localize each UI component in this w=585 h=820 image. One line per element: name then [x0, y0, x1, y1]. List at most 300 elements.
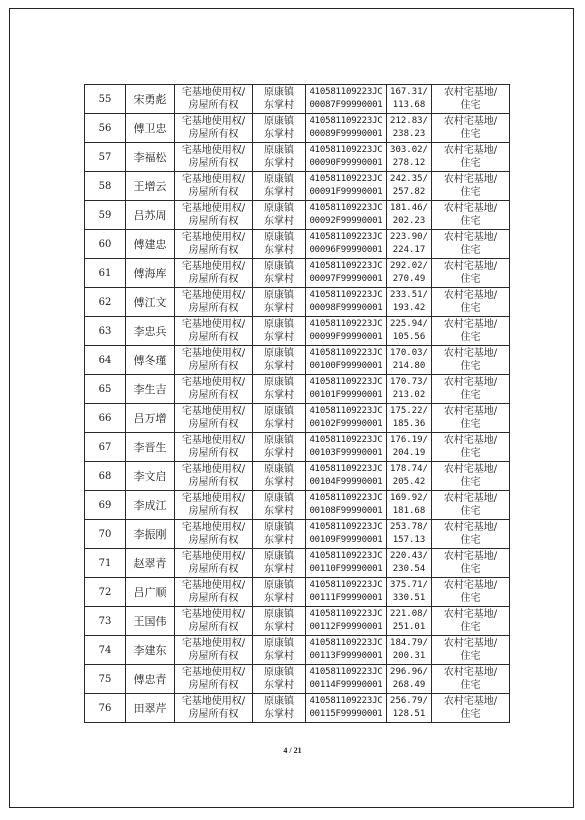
right-type-line: 宅基地使用权/ [181, 522, 246, 533]
location-cell [253, 143, 306, 172]
holder-name-cell: 赵翠青 [126, 549, 175, 578]
certificate-number-line: 00101F99990001 [309, 390, 383, 400]
area-line: 223.90/ [390, 232, 428, 242]
area-line: 375.71/ [390, 580, 428, 590]
right-type-line: 房屋所有权 [188, 100, 239, 111]
certificate-number-line: 00091F99990001 [309, 187, 383, 197]
area-cell [387, 288, 432, 317]
area-line: 256.79/ [390, 696, 428, 706]
right-type-line: 房屋所有权 [188, 187, 239, 198]
location-cell [253, 694, 306, 723]
area-line: 292.02/ [390, 261, 428, 271]
location-line: 东掌村 [264, 680, 294, 691]
row-number-cell: 70 [85, 520, 126, 549]
location-line: 东掌村 [264, 448, 294, 459]
area-cell [387, 665, 432, 694]
land-use-line: 住宅 [460, 390, 481, 401]
area-line: 170.73/ [390, 377, 428, 387]
row-number-cell: 72 [85, 578, 126, 607]
land-use-line: 农村宅基地/ [443, 232, 498, 243]
holder-name-cell: 吕苏周 [126, 201, 175, 230]
location-line: 东掌村 [264, 709, 294, 720]
location-cell [253, 201, 306, 230]
location-cell [253, 578, 306, 607]
right-type-cell [175, 665, 253, 694]
location-cell [253, 259, 306, 288]
holder-name-cell: 李生吉 [126, 375, 175, 404]
area-line: 257.82 [392, 187, 426, 197]
right-type-line: 房屋所有权 [188, 622, 239, 633]
land-use-line: 农村宅基地/ [443, 116, 498, 127]
area-line: 220.43/ [390, 551, 428, 561]
certificate-number-cell [306, 520, 387, 549]
right-type-cell [175, 85, 253, 114]
area-line: 105.56 [392, 332, 426, 342]
certificate-number-line: 410581109223JC [309, 493, 383, 503]
land-use-cell [432, 172, 510, 201]
location-line: 原康镇 [264, 609, 294, 620]
location-line: 东掌村 [264, 477, 294, 488]
right-type-cell [175, 375, 253, 404]
land-use-cell [432, 607, 510, 636]
land-use-line: 农村宅基地/ [443, 464, 498, 475]
certificate-number-line: 410581109223JC [309, 638, 383, 648]
row-number-cell: 71 [85, 549, 126, 578]
location-line: 东掌村 [264, 622, 294, 633]
certificate-number-line: 410581109223JC [309, 87, 383, 97]
right-type-cell [175, 578, 253, 607]
location-line: 东掌村 [264, 564, 294, 575]
location-line: 东掌村 [264, 129, 294, 140]
table-body [85, 85, 510, 723]
location-line: 东掌村 [264, 158, 294, 169]
page-number: 4 / 21 [283, 746, 302, 755]
location-cell [253, 317, 306, 346]
table-row [85, 143, 510, 172]
area-line: 204.19 [392, 448, 426, 458]
holder-name-cell: 傅建忠 [126, 230, 175, 259]
location-line: 原康镇 [264, 319, 294, 330]
area-line: 178.74/ [390, 464, 428, 474]
area-line: 278.12 [392, 158, 426, 168]
land-use-cell [432, 346, 510, 375]
location-line: 东掌村 [264, 274, 294, 285]
land-use-line: 住宅 [460, 680, 481, 691]
area-line: 242.35/ [390, 174, 428, 184]
holder-name-cell: 李福松 [126, 143, 175, 172]
certificate-number-line: 00103F99990001 [309, 448, 383, 458]
right-type-line: 房屋所有权 [188, 390, 239, 401]
certificate-number-cell [306, 491, 387, 520]
location-line: 原康镇 [264, 174, 294, 185]
table-row [85, 578, 510, 607]
location-line: 原康镇 [264, 145, 294, 156]
table-row [85, 85, 510, 114]
table-row [85, 346, 510, 375]
location-line: 原康镇 [264, 261, 294, 272]
certificate-number-cell [306, 462, 387, 491]
right-type-line: 房屋所有权 [188, 506, 239, 517]
certificate-number-cell [306, 201, 387, 230]
location-cell [253, 520, 306, 549]
location-cell [253, 607, 306, 636]
land-use-line: 农村宅基地/ [443, 580, 498, 591]
land-use-line: 农村宅基地/ [443, 551, 498, 562]
land-use-cell [432, 317, 510, 346]
table-row [85, 172, 510, 201]
right-type-cell [175, 404, 253, 433]
area-line: 200.31 [392, 651, 426, 661]
holder-name-cell: 傅卫忠 [126, 114, 175, 143]
holder-name-cell: 吕万增 [126, 404, 175, 433]
area-line: 230.54 [392, 564, 426, 574]
location-cell [253, 288, 306, 317]
certificate-number-line: 410581109223JC [309, 290, 383, 300]
table-row [85, 317, 510, 346]
right-type-cell [175, 317, 253, 346]
land-use-cell [432, 230, 510, 259]
right-type-line: 宅基地使用权/ [181, 261, 246, 272]
location-line: 原康镇 [264, 696, 294, 707]
land-use-cell [432, 694, 510, 723]
certificate-number-line: 00089F99990001 [309, 129, 383, 139]
certificate-number-cell [306, 433, 387, 462]
right-type-line: 宅基地使用权/ [181, 667, 246, 678]
area-line: 176.19/ [390, 435, 428, 445]
right-type-line: 房屋所有权 [188, 303, 239, 314]
certificate-number-line: 410581109223JC [309, 116, 383, 126]
area-cell [387, 375, 432, 404]
table-row [85, 520, 510, 549]
area-cell [387, 346, 432, 375]
certificate-number-line: 00110F99990001 [309, 564, 383, 574]
row-number-cell: 75 [85, 665, 126, 694]
table-row [85, 462, 510, 491]
row-number-cell: 67 [85, 433, 126, 462]
area-cell [387, 317, 432, 346]
land-use-line: 农村宅基地/ [443, 406, 498, 417]
certificate-number-cell [306, 288, 387, 317]
location-line: 原康镇 [264, 290, 294, 301]
certificate-number-line: 410581109223JC [309, 203, 383, 213]
land-use-line: 住宅 [460, 448, 481, 459]
area-cell [387, 578, 432, 607]
location-line: 原康镇 [264, 348, 294, 359]
land-use-line: 农村宅基地/ [443, 87, 498, 98]
area-line: 268.49 [392, 680, 426, 690]
location-cell [253, 230, 306, 259]
land-use-line: 住宅 [460, 303, 481, 314]
certificate-number-line: 410581109223JC [309, 348, 383, 358]
land-use-line: 住宅 [460, 274, 481, 285]
area-line: 214.80 [392, 361, 426, 371]
area-cell [387, 404, 432, 433]
row-number-cell: 56 [85, 114, 126, 143]
right-type-cell [175, 520, 253, 549]
area-line: 303.02/ [390, 145, 428, 155]
certificate-number-line: 410581109223JC [309, 609, 383, 619]
certificate-number-line: 00111F99990001 [309, 593, 383, 603]
right-type-line: 宅基地使用权/ [181, 580, 246, 591]
right-type-line: 宅基地使用权/ [181, 319, 246, 330]
location-cell [253, 433, 306, 462]
right-type-cell [175, 491, 253, 520]
certificate-number-cell [306, 549, 387, 578]
land-use-line: 农村宅基地/ [443, 145, 498, 156]
area-line: 212.83/ [390, 116, 428, 126]
location-line: 原康镇 [264, 522, 294, 533]
area-line: 181.68 [392, 506, 426, 516]
location-line: 原康镇 [264, 638, 294, 649]
right-type-cell [175, 433, 253, 462]
land-use-line: 农村宅基地/ [443, 290, 498, 301]
right-type-cell [175, 172, 253, 201]
right-type-cell [175, 259, 253, 288]
certificate-number-line: 410581109223JC [309, 522, 383, 532]
location-line: 东掌村 [264, 100, 294, 111]
certificate-number-line: 00102F99990001 [309, 419, 383, 429]
right-type-cell [175, 549, 253, 578]
area-line: 169.92/ [390, 493, 428, 503]
land-use-line: 农村宅基地/ [443, 174, 498, 185]
land-use-cell [432, 549, 510, 578]
area-cell [387, 549, 432, 578]
right-type-line: 房屋所有权 [188, 332, 239, 343]
certificate-number-cell [306, 346, 387, 375]
land-use-cell [432, 433, 510, 462]
location-line: 原康镇 [264, 232, 294, 243]
area-line: 238.23 [392, 129, 426, 139]
area-line: 185.36 [392, 419, 426, 429]
row-number-cell: 73 [85, 607, 126, 636]
certificate-number-cell [306, 317, 387, 346]
right-type-line: 宅基地使用权/ [181, 377, 246, 388]
location-line: 东掌村 [264, 332, 294, 343]
location-line: 原康镇 [264, 580, 294, 591]
land-use-line: 住宅 [460, 158, 481, 169]
land-use-line: 住宅 [460, 622, 481, 633]
table-row [85, 636, 510, 665]
area-cell [387, 230, 432, 259]
land-use-line: 农村宅基地/ [443, 493, 498, 504]
location-line: 东掌村 [264, 245, 294, 256]
location-cell [253, 172, 306, 201]
right-type-line: 房屋所有权 [188, 535, 239, 546]
right-type-line: 宅基地使用权/ [181, 638, 246, 649]
right-type-line: 宅基地使用权/ [181, 348, 246, 359]
location-line: 原康镇 [264, 203, 294, 214]
certificate-number-line: 410581109223JC [309, 377, 383, 387]
right-type-line: 房屋所有权 [188, 419, 239, 430]
holder-name-cell: 傅冬瑾 [126, 346, 175, 375]
area-line: 330.51 [392, 593, 426, 603]
certificate-number-cell [306, 230, 387, 259]
certificate-number-line: 410581109223JC [309, 319, 383, 329]
area-line: 193.42 [392, 303, 426, 313]
table-row [85, 549, 510, 578]
right-type-line: 房屋所有权 [188, 245, 239, 256]
certificate-number-line: 00096F99990001 [309, 245, 383, 255]
land-use-line: 住宅 [460, 332, 481, 343]
land-use-line: 住宅 [460, 709, 481, 720]
certificate-number-line: 00108F99990001 [309, 506, 383, 516]
right-type-line: 房屋所有权 [188, 216, 239, 227]
holder-name-cell: 李建东 [126, 636, 175, 665]
land-use-line: 住宅 [460, 564, 481, 575]
table-row [85, 201, 510, 230]
table-row [85, 375, 510, 404]
land-use-line: 农村宅基地/ [443, 696, 498, 707]
certificate-number-line: 410581109223JC [309, 174, 383, 184]
area-line: 253.78/ [390, 522, 428, 532]
right-type-line: 宅基地使用权/ [181, 203, 246, 214]
right-type-cell [175, 607, 253, 636]
right-type-line: 宅基地使用权/ [181, 406, 246, 417]
land-use-line: 农村宅基地/ [443, 377, 498, 388]
right-type-line: 宅基地使用权/ [181, 290, 246, 301]
area-line: 167.31/ [390, 87, 428, 97]
certificate-number-line: 00115F99990001 [309, 709, 383, 719]
table-row [85, 288, 510, 317]
location-line: 东掌村 [264, 187, 294, 198]
right-type-line: 房屋所有权 [188, 651, 239, 662]
land-use-cell [432, 404, 510, 433]
land-use-line: 农村宅基地/ [443, 261, 498, 272]
area-line: 170.03/ [390, 348, 428, 358]
holder-name-cell: 李成江 [126, 491, 175, 520]
certificate-number-cell [306, 85, 387, 114]
location-line: 原康镇 [264, 116, 294, 127]
right-type-line: 房屋所有权 [188, 593, 239, 604]
certificate-number-cell [306, 694, 387, 723]
land-use-line: 农村宅基地/ [443, 203, 498, 214]
certificate-number-line: 410581109223JC [309, 145, 383, 155]
certificate-number-cell [306, 259, 387, 288]
table-row [85, 694, 510, 723]
right-type-line: 宅基地使用权/ [181, 435, 246, 446]
certificate-number-line: 410581109223JC [309, 261, 383, 271]
area-line: 113.68 [392, 100, 426, 110]
right-type-line: 房屋所有权 [188, 274, 239, 285]
area-line: 251.01 [392, 622, 426, 632]
right-type-line: 房屋所有权 [188, 709, 239, 720]
certificate-number-cell [306, 172, 387, 201]
land-use-line: 住宅 [460, 129, 481, 140]
area-line: 224.17 [392, 245, 426, 255]
location-line: 原康镇 [264, 435, 294, 446]
certificate-number-cell [306, 636, 387, 665]
table-row [85, 607, 510, 636]
holder-name-cell: 李文启 [126, 462, 175, 491]
land-use-line: 农村宅基地/ [443, 522, 498, 533]
right-type-line: 宅基地使用权/ [181, 87, 246, 98]
certificate-number-cell [306, 404, 387, 433]
land-use-cell [432, 143, 510, 172]
table-row [85, 491, 510, 520]
right-type-cell [175, 636, 253, 665]
area-cell [387, 694, 432, 723]
location-line: 东掌村 [264, 535, 294, 546]
location-line: 东掌村 [264, 506, 294, 517]
certificate-number-line: 00112F99990001 [309, 622, 383, 632]
area-cell [387, 259, 432, 288]
right-type-line: 房屋所有权 [188, 448, 239, 459]
land-use-cell [432, 375, 510, 404]
table-row [85, 230, 510, 259]
table-row [85, 259, 510, 288]
area-cell [387, 143, 432, 172]
area-cell [387, 462, 432, 491]
area-line: 205.42 [392, 477, 426, 487]
holder-name-cell: 宋勇彪 [126, 85, 175, 114]
right-type-line: 房屋所有权 [188, 361, 239, 372]
land-use-line: 住宅 [460, 100, 481, 111]
right-type-line: 宅基地使用权/ [181, 116, 246, 127]
table-row [85, 404, 510, 433]
holder-name-cell: 傅海库 [126, 259, 175, 288]
row-number-cell: 69 [85, 491, 126, 520]
row-number-cell: 57 [85, 143, 126, 172]
area-cell [387, 636, 432, 665]
land-use-line: 农村宅基地/ [443, 609, 498, 620]
land-use-cell [432, 520, 510, 549]
land-use-line: 住宅 [460, 506, 481, 517]
certificate-number-line: 00087F99990001 [309, 100, 383, 110]
location-line: 原康镇 [264, 87, 294, 98]
location-cell [253, 636, 306, 665]
location-cell [253, 85, 306, 114]
land-use-cell [432, 288, 510, 317]
certificate-number-line: 00104F99990001 [309, 477, 383, 487]
land-use-line: 住宅 [460, 245, 481, 256]
holder-name-cell: 王增云 [126, 172, 175, 201]
right-type-line: 宅基地使用权/ [181, 493, 246, 504]
land-use-line: 住宅 [460, 361, 481, 372]
holder-name-cell: 田翠芹 [126, 694, 175, 723]
certificate-number-line: 410581109223JC [309, 551, 383, 561]
area-line: 233.51/ [390, 290, 428, 300]
holder-name-cell: 李振刚 [126, 520, 175, 549]
certificate-number-cell [306, 578, 387, 607]
land-use-line: 农村宅基地/ [443, 435, 498, 446]
right-type-line: 宅基地使用权/ [181, 232, 246, 243]
certificate-number-line: 00113F99990001 [309, 651, 383, 661]
location-line: 东掌村 [264, 390, 294, 401]
land-use-line: 住宅 [460, 535, 481, 546]
land-use-line: 农村宅基地/ [443, 319, 498, 330]
right-type-line: 宅基地使用权/ [181, 551, 246, 562]
right-type-cell [175, 694, 253, 723]
right-type-line: 宅基地使用权/ [181, 145, 246, 156]
land-use-line: 住宅 [460, 419, 481, 430]
location-cell [253, 549, 306, 578]
land-use-line: 住宅 [460, 187, 481, 198]
location-line: 原康镇 [264, 551, 294, 562]
location-line: 原康镇 [264, 406, 294, 417]
area-line: 225.94/ [390, 319, 428, 329]
area-line: 175.22/ [390, 406, 428, 416]
area-line: 202.23 [392, 216, 426, 226]
right-type-cell [175, 462, 253, 491]
location-line: 东掌村 [264, 303, 294, 314]
right-type-line: 房屋所有权 [188, 680, 239, 691]
row-number-cell: 68 [85, 462, 126, 491]
row-number-cell: 65 [85, 375, 126, 404]
row-number-cell: 76 [85, 694, 126, 723]
row-number-cell: 74 [85, 636, 126, 665]
land-use-line: 住宅 [460, 593, 481, 604]
area-cell [387, 491, 432, 520]
